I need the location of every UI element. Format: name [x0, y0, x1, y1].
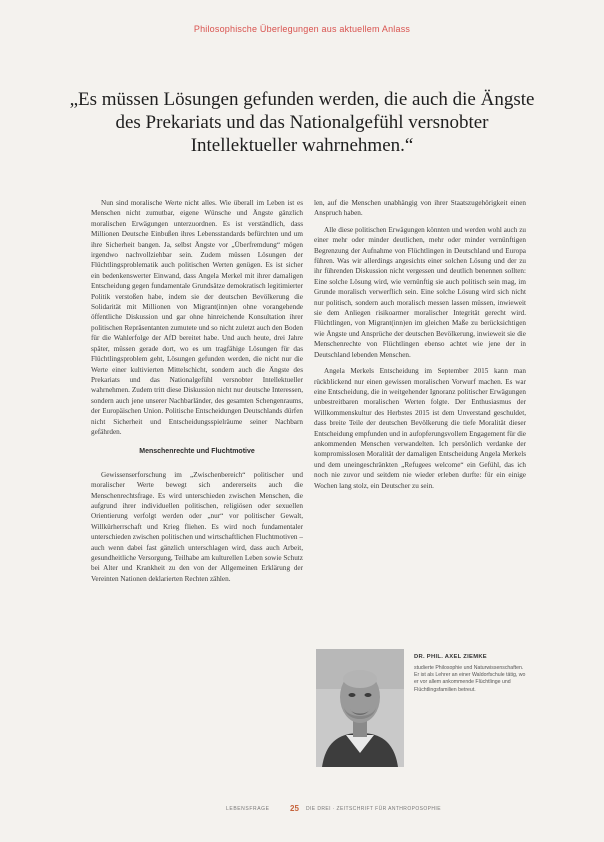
section-subhead: Menschenrechte und Fluchtmotive: [139, 448, 255, 456]
body-paragraph: Alle diese politischen Erwägungen könnten und werden wohl auch zu einer mehr oder minder deutlichen, mehr oder minder vernünftigen Begrenzung der Aufnahme von Flüchtlingen in Deutschland und Europa führen. Was wir allerdings angesichts einer solchen Lösung und der zu ihr führenden Diskussion nicht vergessen und deutlich benennen sollten: Eine solche Lösung wird, wie vernünftig sie auch politisch sein mag, im Grunde moralisch verwerflich sein. Eine solche Lösung wird sich nicht nur politisch, sondern auch moralisch messen lassen müssen, inwieweit sie dem Anliegen risikoarmer moralischer Integrität gerecht wird. Flüchtlingen, von Migrant(inn)en im gleichen Maße zu berücksichtigen wie Ängste und Ansprüche der deutschen Bevölkerung, inwieweit sie die Menschenrechte von Flüchtlingen ebenso achtet wie jene der in Deutschland lebenden Menschen.: [314, 225, 526, 359]
author-info: [414, 654, 526, 694]
author-portrait: [316, 649, 404, 767]
footer-publication: DIE DREI · ZEITSCHRIFT FÜR ANTHROPOSOPHIE: [306, 806, 441, 812]
article-column-left: [91, 198, 303, 778]
author-bio: studierte Philosophie und Naturwissenschaften. Er ist als Lehrer an einer Waldorfschule tätig, wo er vor allem ankommende Flüchtlinge und Flüchtlingsfamilien betreut.: [414, 665, 526, 693]
page-number: 25: [290, 804, 299, 813]
body-paragraph: Nun sind moralische Werte nicht alles. Wie überall im Leben ist es Menschen nicht zumutbar, eigene Wünsche und Ängste gänzlich moralischen Erwägungen unterzuordnen. Es ist verständlich, dass Millionen Deutsche Einbußen ihres Lebensstandards befürchten und um ihre Sicherheit bangen. Ja, selbst Ängste vor „Überfremdung“ mögen irgendwo nachvollziehbar sein. Zudem müssen Lösungen der Flüchtlingsproblematik auch politischen Werten genügen. Es ist sicher ein bedenkenswerter Einwand, dass Angela Merkel mit ihrer damaligen Entscheidung gegen fundamentale Grundsätze demokratisch legitimierter Politik verstoßen habe, indem sie der deutschen Bevölkerung die Solidarität mit Millionen von Migrant(inn)en ohne vorangehende öffentliche Diskussion und gar ohne hinreichende Konsultation ihrer politischen Repräsentanten zumutete und so nicht zuletzt auch den Boden für die Wahlerfolge der AfD bereitet habe. Und auch heute, drei Jahre später, müssen gerade dort, wo es um tragfähige Lösungen für das Flüchtlingsproblem geht, Lösungen gefunden werden, die nicht nur die Werte einer kultivierten Mittelschicht, sondern auch die Ängste des Prekariats und das Nationalgefühl versnobter Intellektueller wahrnehmen. Zudem tritt diese Diskussion nicht nur deutsche Interessen, sondern auch jene unserer Nachbarländer, des gesamten Schengenraums, der Europäischen Union. Politische Entscheidungen Deutschlands dürfen nicht Sicherheit und Entscheidungsspielräume seiner Nachbarn gefährden.: [91, 199, 303, 436]
section-kicker: Philosophische Überlegungen aus aktuellem Anlass: [193, 24, 411, 34]
pull-quote: „Es müssen Lösungen gefunden werden, die auch die Ängste des Prekariats und das Nationalgefühl versnobter Intellektueller wahrnehmen.“: [69, 89, 535, 156]
author-portrait-drawing: [316, 649, 404, 767]
body-paragraph: len, auf die Menschen unabhängig von ihrer Staatszugehörigkeit einen Anspruch haben.: [314, 199, 526, 218]
article-column-right: [314, 198, 526, 630]
author-name: DR. PHIL. AXEL ZIEMKE: [414, 654, 487, 660]
body-paragraph: Angela Merkels Entscheidung im September 2015 kann man rückblickend nur einen gewissen moralischen Vorwurf machen. Es war eine Entscheidung, die in weitgehender Ignoranz politischer Erwägungen unbestreitbaren moralischen Werten folgte. Der Enthusiasmus der Willkommenskultur des Herbstes 2015 ist dem Unverstand geschuldet, dass breite Teile der deutschen Bevölkerung die tiefe Moralität dieser Entscheidung empfunden und in aufopferungsvollem Engagement für die ankommenden Menschen verwandelten. Ich persönlich verdanke der kompromisslosen Moralität der damaligen Entscheidung Angela Merkels und dem uneingeschränkten „Refugees welcome“ ein Gefühl, das ich noch nie zuvor und seitdem nie wieder erleben durfte: für ein einige Wochen lang stolz, ein Deutscher zu sein.: [314, 367, 526, 490]
footer-section-label: LEBENSFRAGE: [226, 806, 270, 812]
body-paragraph: Gewissenserforschung im „Zwischenbereich“ politischer und moralischer Werte bewegt sich andererseits auch die Menschenrechtsfrage. Es wird unterschieden zwischen Menschen, die aufgrund ihrer individuellen politischen, religiösen oder sexuellen Orientierung verfolgt werden oder „nur“ vor politischer Gewalt, Willkürherrschaft und Krieg fliehen. Es wird noch fundamentaler unterschieden zwischen politischen und wirtschaftlichen Fluchtmotiven – auch wenn dabei fast gänzlich unterschlagen wird, dass auch Arbeit, gesundheitliche Versorgung, Teilhabe am kulturellen Leben sowie Schutz bei Alter und Krankheit zu den von der Allgemeinen Erklärung der Vereinten Nationen deklarierten Rechten zählen.: [91, 470, 303, 583]
